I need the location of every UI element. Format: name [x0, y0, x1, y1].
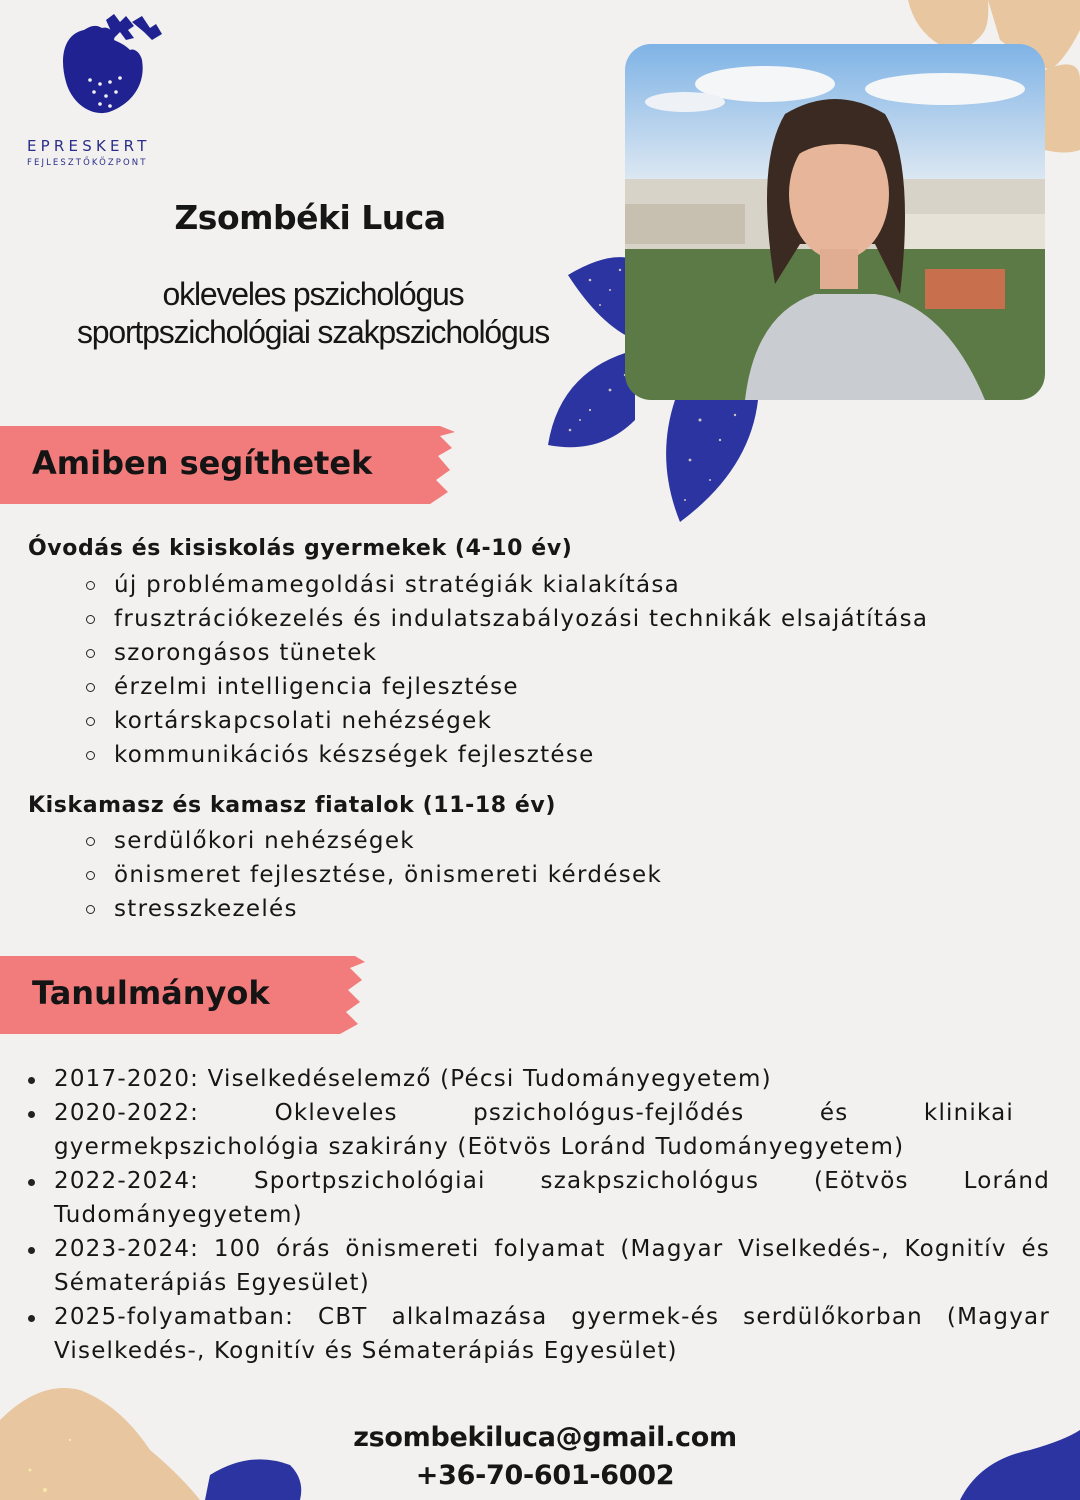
list-teens — [86, 824, 662, 926]
job-title-2: sportpszichológiai szakpszichológus — [76, 314, 550, 350]
list-children — [86, 568, 928, 772]
circle-bullet-icon — [86, 649, 95, 658]
list-item-text: serdülőkori nehézségek — [114, 828, 415, 854]
list-item-text: érzelmi intelligencia fejlesztése — [114, 674, 519, 700]
list-item — [86, 568, 928, 602]
list-item-text: stresszkezelés — [114, 896, 298, 922]
logo-subtitle: FEJLESZTŐKÖZPONT — [27, 158, 148, 168]
list-item-text: 2017-2020: Viselkedéselemző (Pécsi Tudományegyetem) — [54, 1066, 772, 1092]
bullet-icon — [28, 1179, 35, 1186]
list-item-text: kommunikációs készségek fejlesztése — [114, 742, 595, 768]
circle-bullet-icon — [86, 615, 95, 624]
group-title-children: Óvodás és kisiskolás gyermekek (4-10 év) — [28, 536, 573, 561]
list-item-text: 2023-2024: 100 órás önismereti folyamat (Magyar Viselkedés-, Kognitív és Sématerápiás Egyesület) — [54, 1236, 1050, 1296]
list-item-text: 2025-folyamatban: CBT alkalmazása gyermek-és serdülőkorban (Magyar Viselkedés-, Kognitív és Sématerápiás Egyesület) — [54, 1304, 1050, 1364]
list-item — [86, 602, 928, 636]
circle-bullet-icon — [86, 717, 95, 726]
logo-name: EPRESKERT — [27, 137, 151, 155]
list-item-text: 2022-2024: Sportpszichológiai szakpszichológus (Eötvös Loránd Tudományegyetem) — [54, 1168, 1050, 1228]
list-item-text: önismeret fejlesztése, önismereti kérdések — [114, 862, 663, 888]
list-item-text: 2020-2022: Okleveles pszichológus-fejlődés és klinikai gyermekpszichológia szakirány (Eötvös Loránd Tudományegyetem) — [54, 1100, 1014, 1160]
section-heading-help: Amiben segíthetek — [32, 444, 373, 482]
list-item — [86, 670, 928, 704]
list-item — [26, 1232, 1050, 1300]
list-item — [86, 892, 662, 926]
job-title-1: okleveles pszichológus — [162, 276, 464, 312]
list-item — [86, 738, 928, 772]
list-item — [26, 1164, 1050, 1232]
bullet-icon — [28, 1315, 35, 1322]
list-item — [86, 824, 662, 858]
person-name: Zsombéki Luca — [174, 198, 446, 237]
circle-bullet-icon — [86, 871, 95, 880]
bullet-icon — [28, 1111, 35, 1118]
studies-list — [26, 1062, 1050, 1368]
list-item — [26, 1096, 1014, 1164]
strawberry-icon — [54, 12, 164, 122]
logo — [24, 12, 164, 172]
list-item-text: szorongásos tünetek — [114, 640, 378, 666]
contact-phone[interactable]: +36-70-601-6002 — [415, 1460, 675, 1491]
list-item-text: új problémamegoldási stratégiák kialakítása — [114, 572, 681, 598]
list-item — [26, 1062, 1050, 1096]
profile-photo — [625, 44, 1045, 400]
circle-bullet-icon — [86, 581, 95, 590]
bullet-icon — [28, 1247, 35, 1254]
circle-bullet-icon — [86, 683, 95, 692]
list-item — [86, 636, 928, 670]
list-item-text: kortárskapcsolati nehézségek — [114, 708, 493, 734]
circle-bullet-icon — [86, 837, 95, 846]
list-item-text: frusztrációkezelés és indulatszabályozási technikák elsajátítása — [114, 606, 929, 632]
circle-bullet-icon — [86, 905, 95, 914]
list-item — [86, 858, 662, 892]
section-heading-studies: Tanulmányok — [32, 974, 270, 1012]
list-item — [86, 704, 928, 738]
group-title-teens: Kiskamasz és kamasz fiatalok (11-18 év) — [28, 793, 557, 818]
circle-bullet-icon — [86, 751, 95, 760]
contact-email[interactable]: zsombekiluca@gmail.com — [353, 1422, 737, 1453]
list-item — [26, 1300, 1050, 1368]
bullet-icon — [28, 1077, 35, 1084]
